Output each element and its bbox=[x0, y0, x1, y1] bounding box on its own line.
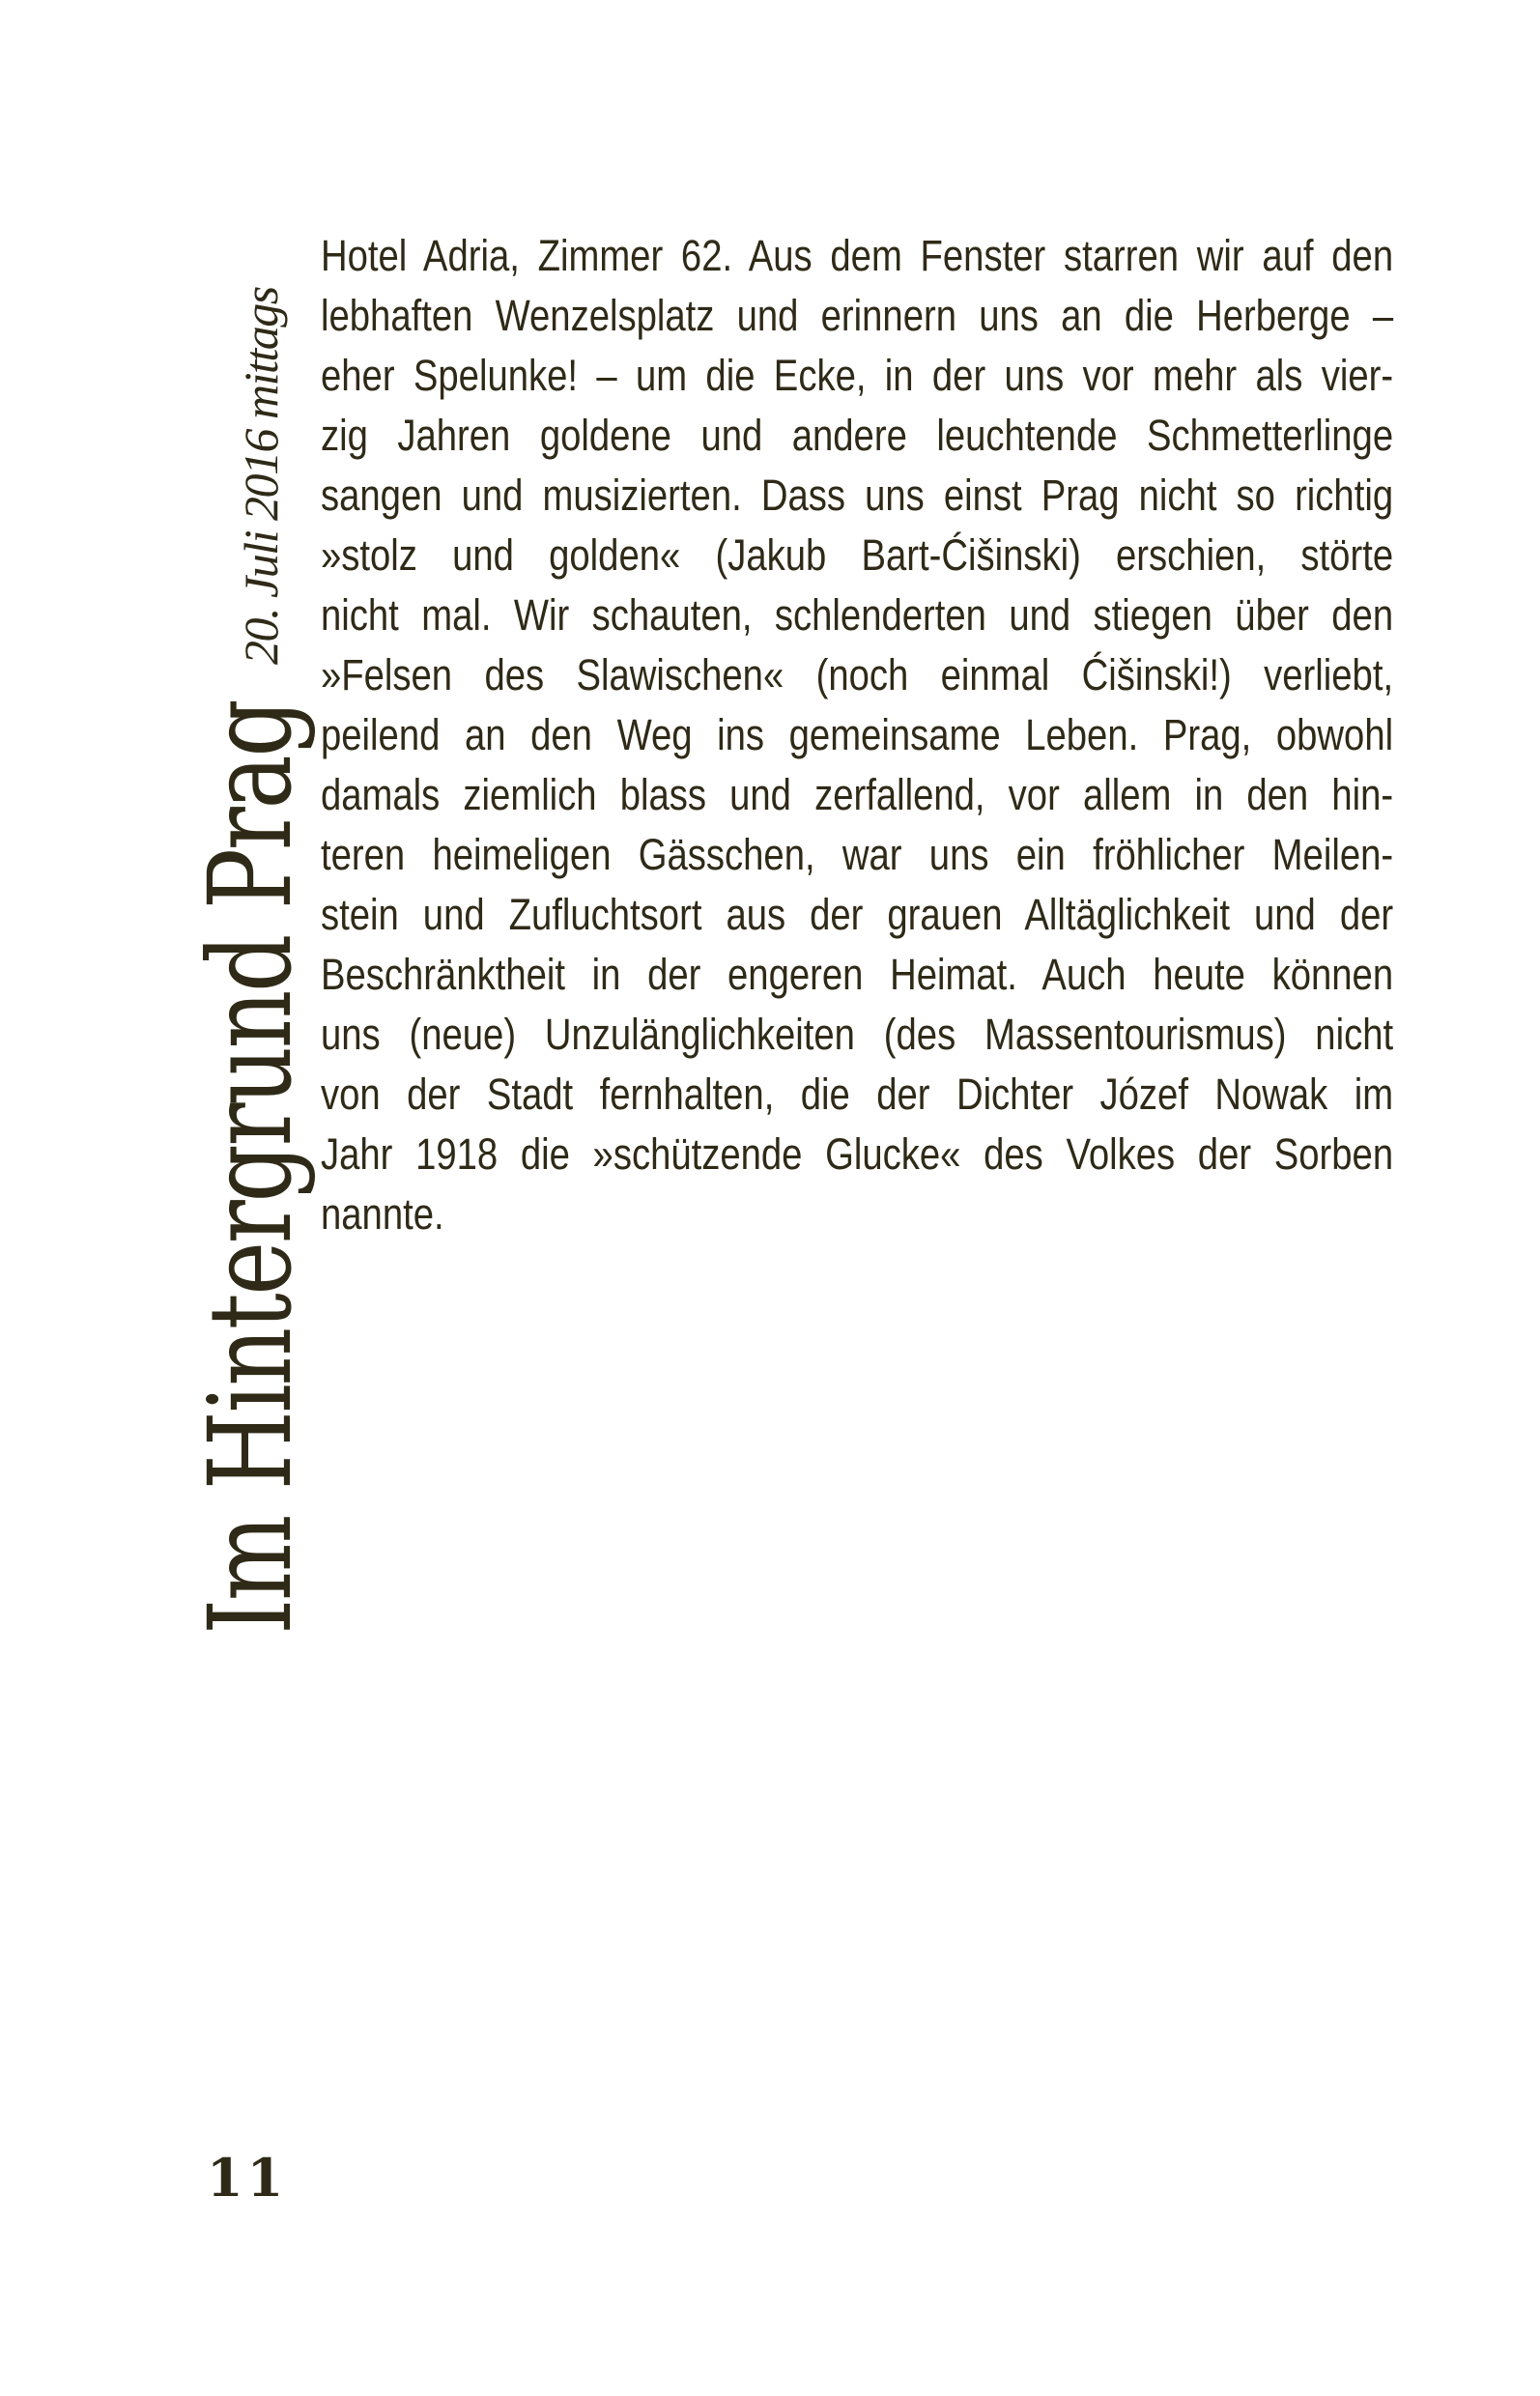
body-line: von der Stadt fernhalten, die der Dichter Józef Nowak im bbox=[321, 1070, 1394, 1119]
body-line: sangen und musizierten. Dass uns einst Prag nicht so richtig bbox=[321, 471, 1394, 520]
body-line: eher Spelunke! – um die Ecke, in der uns vor mehr als vier- bbox=[321, 351, 1394, 400]
body-line: zig Jahren goldene und andere leuchtende Schmetterlinge bbox=[321, 411, 1394, 460]
body-line: »stolz und golden« (Jakub Bart-Ćišinski) erschien, störte bbox=[321, 530, 1394, 580]
body-line: damals ziemlich blass und zerfallend, vor allem in den hin- bbox=[321, 770, 1394, 819]
body-line: teren heimeligen Gässchen, war uns ein fröhlicher Meilen- bbox=[321, 830, 1394, 879]
body-line: nicht mal. Wir schauten, schlenderten und stiegen über den bbox=[321, 590, 1394, 640]
body-text bbox=[321, 226, 1393, 1244]
body-line: lebhaften Wenzelsplatz und erinnern uns an die Herberge – bbox=[321, 291, 1394, 340]
body-line: nannte. bbox=[321, 1189, 444, 1239]
body-line: Hotel Adria, Zimmer 62. Aus dem Fenster starren wir auf den bbox=[321, 231, 1394, 280]
body-line: Beschränktheit in der engeren Heimat. Auch heute können bbox=[321, 950, 1394, 999]
body-line: »Felsen des Slawischen« (noch einmal Ćišinski!) verliebt, bbox=[321, 650, 1394, 699]
margin-date: 20. Juli 2016 mittags bbox=[234, 287, 288, 665]
body-line: Jahr 1918 die »schützende Glucke« des Volkes der Sorben bbox=[321, 1129, 1394, 1179]
body-line: peilend an den Weg ins gemeinsame Leben. Prag, obwohl bbox=[321, 710, 1394, 759]
body-line: uns (neue) Unzulänglichkeiten (des Massentourismus) nicht bbox=[321, 1010, 1394, 1059]
page-number: 11 bbox=[207, 2147, 288, 2209]
chapter-title: Im Hintergrund Prag bbox=[184, 700, 317, 1635]
body-line: stein und Zufluchtsort aus der grauen Alltäglichkeit und der bbox=[321, 890, 1394, 939]
